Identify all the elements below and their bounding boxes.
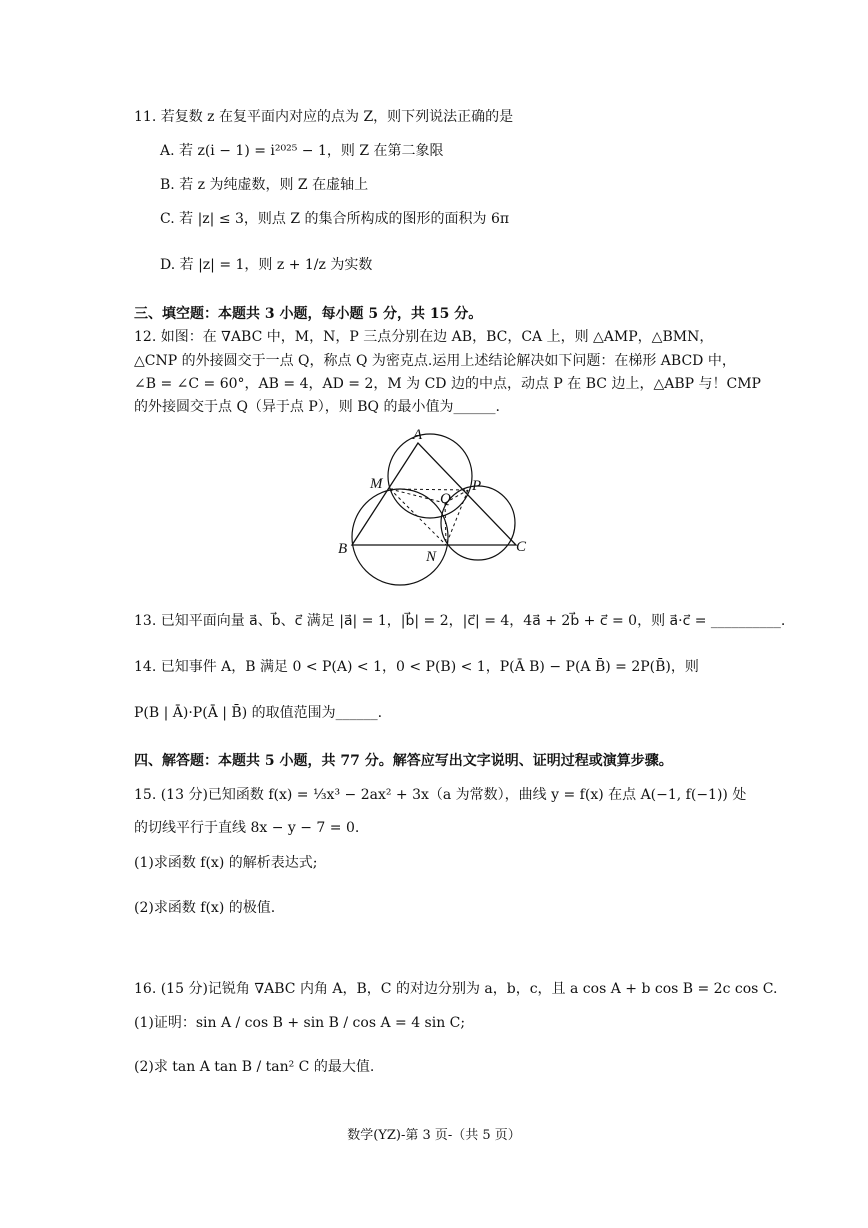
q11-option-d: D. 若 |z| = 1，则 z + 1/z 为实数 [160,257,373,273]
label-n: N [426,549,437,565]
circle-bmn [352,489,448,585]
q11-option-b: B. 若 z 为纯虚数，则 Z 在虚轴上 [160,177,369,193]
q15-part-1: (1)求函数 f(x) 的解析表达式; [134,855,318,871]
page-footer: 数学(YZ)-第 3 页-（共 5 页） [347,1128,521,1143]
label-p: P [472,478,482,494]
section-3-heading: 三、填空题：本题共 3 小题，每小题 5 分，共 15 分。 [134,306,483,322]
q11-option-c: C. 若 |z| ≤ 3，则点 Z 的集合所构成的图形的面积为 6π [160,211,510,227]
triangle-abc [352,443,516,545]
miquel-point-figure [330,420,540,590]
label-q: Q [440,491,451,507]
label-c: C [516,539,527,555]
q15-line-2: 的切线平行于直线 8x − y − 7 = 0. [134,820,360,836]
label-b: B [338,541,348,557]
q12-line-2: △CNP 的外接圆交于一点 Q，称点 Q 为密克点.运用上述结论解决如下问题：在梯形 ABCD 中， [134,353,736,369]
q15-part-2: (2)求函数 f(x) 的极值. [134,900,276,916]
q16-part-2: (2)求 tan A tan B / tan² C 的最大值. [134,1059,375,1075]
q11-option-a: A. 若 z(i − 1) = i²⁰²⁵ − 1，则 Z 在第二象限 [160,143,444,159]
q16-part-1: (1)证明：sin A / cos B + sin B / cos A = 4 sin C; [134,1015,466,1031]
circle-cnp [441,486,515,560]
q13-text: 13. 已知平面向量 a⃗、b⃗、c⃗ 满足 |a⃗| = 1，|b⃗| = 2，|c⃗| = 4，4a⃗ + 2b⃗ + c⃗ = 0，则 a⃗·c⃗ = __________. [134,613,786,629]
q12-line-1: 12. 如图：在 ∇ABC 中，M，N，P 三点分别在边 AB，BC，CA 上，则 △AMP，△BMN， [134,329,714,345]
q14-line-2: P(B | Ā)·P(Ā | B̄) 的取值范围为______. [134,705,383,721]
q16-line-1: 16. (15 分)记锐角 ∇ABC 内角 A，B，C 的对边分别为 a，b，c，且 a cos A + b cos B = 2c cos C. [134,981,778,997]
label-m: M [370,476,383,492]
q12-line-4: 的外接圆交于点 Q（异于点 P），则 BQ 的最小值为______. [134,399,500,415]
q14-line-1: 14. 已知事件 A，B 满足 0 < P(A) < 1，0 < P(B) < 1，P(Ā B) − P(A B̄) = 2P(B̄)，则 [134,659,699,675]
q15-line-1: 15. (13 分)已知函数 f(x) = ⅓x³ − 2ax² + 3x（a 为常数），曲线 y = f(x) 在点 A(−1, f(−1)) 处 [134,787,747,803]
section-4-heading: 四、解答题：本题共 5 小题，共 77 分。解答应写出文字说明、证明过程或演算步骤。 [134,753,673,769]
q11-stem: 11. 若复数 z 在复平面内对应的点为 Z，则下列说法正确的是 [134,109,514,125]
q12-line-3: ∠B = ∠C = 60°，AB = 4，AD = 2，M 为 CD 边的中点，动点 P 在 BC 边上，△ABP 与！CMP [134,376,761,392]
circle-amp [388,434,472,518]
label-a: A [413,427,423,443]
